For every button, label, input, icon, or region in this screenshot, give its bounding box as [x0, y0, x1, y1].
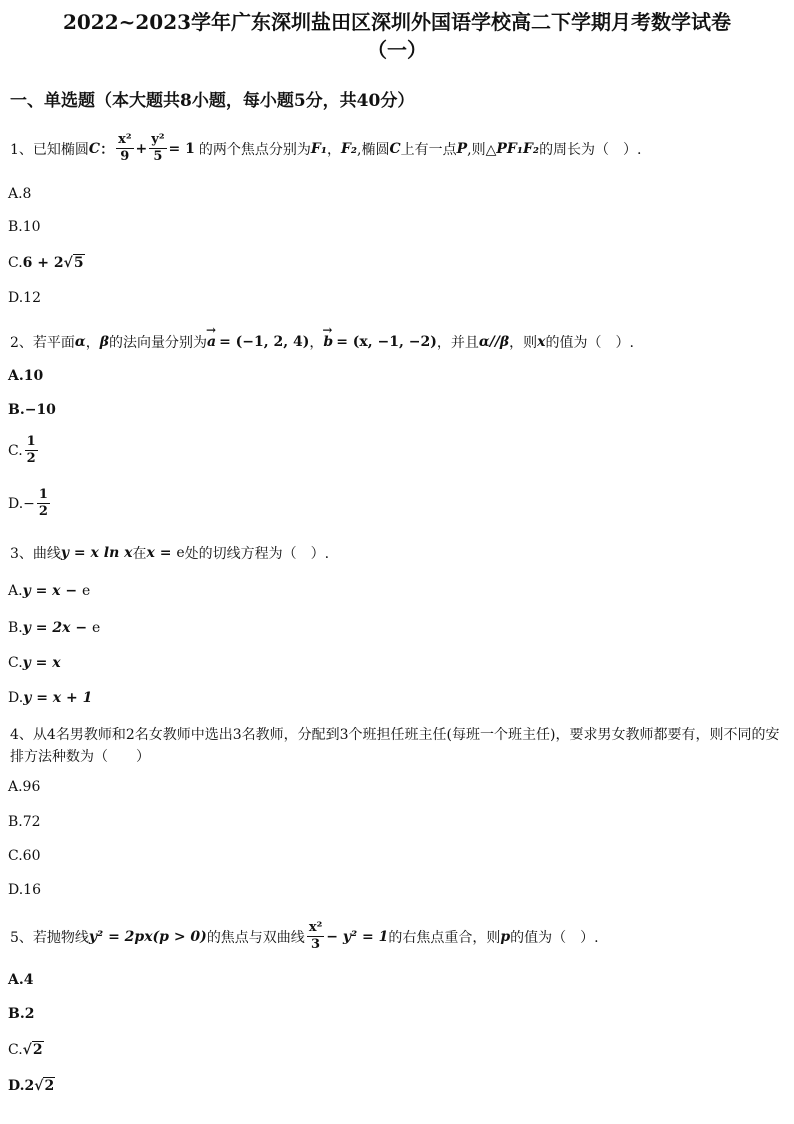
option-label: D.−: [8, 495, 35, 512]
math-constant: e: [82, 583, 91, 599]
option-label: C.: [8, 655, 23, 671]
vector-b: → b: [323, 334, 333, 350]
option-text: B.2: [8, 1006, 35, 1022]
option-c[interactable]: [8, 1042, 44, 1058]
option-d[interactable]: [8, 487, 52, 520]
option-label: D.: [8, 690, 24, 706]
option-label: B.: [8, 620, 23, 636]
stem-text: 的焦点与双曲线: [206, 929, 305, 946]
stem-text: 曲线: [32, 546, 61, 562]
option-c[interactable]: [8, 434, 40, 467]
fraction-denominator: 5: [153, 149, 163, 164]
math-colon: ：: [100, 141, 115, 158]
math-expression: − y² = 1: [326, 928, 389, 945]
stem-text: 若平面: [32, 335, 75, 351]
math-symbol: F₂: [340, 140, 358, 157]
sqrt-expression: √2: [22, 1042, 43, 1058]
sqrt-expression: √2: [34, 1078, 55, 1094]
fraction-denominator: 2: [38, 504, 48, 519]
title-line-1: 2022~2023学年广东深圳盐田区深圳外国语学校高二下学期月考数学试卷: [62, 10, 732, 34]
option-math: y = x −: [22, 583, 83, 599]
option-b[interactable]: B.10: [8, 219, 41, 235]
option-b[interactable]: [8, 1006, 34, 1022]
option-math: 6 + 2: [22, 255, 64, 271]
option-text: A.4: [8, 972, 34, 988]
math-constant: e: [176, 545, 185, 561]
option-b[interactable]: B.72: [8, 814, 41, 830]
math-expression: y² = 2px(p > 0): [88, 928, 207, 945]
option-label: C.: [8, 1042, 23, 1058]
math-symbol: β: [99, 334, 109, 350]
option-math: y = x + 1: [23, 690, 93, 706]
math-symbol: F₁: [310, 140, 327, 157]
stem-text: ，则: [509, 335, 538, 351]
math-symbol: P: [456, 140, 468, 157]
stem-text: 若抛物线: [32, 929, 89, 946]
option-label: D.2: [8, 1078, 35, 1094]
math-symbol: C: [88, 140, 101, 157]
question-2-stem: [10, 332, 634, 352]
radicand: 5: [73, 255, 84, 271]
stem-text: 上有一点: [400, 141, 457, 158]
option-math: y = x: [22, 655, 61, 671]
option-d[interactable]: D.16: [8, 882, 41, 898]
math-constant: e: [91, 620, 101, 636]
fraction-numerator: y²: [151, 132, 165, 147]
radicand: 2: [32, 1042, 43, 1058]
section-heading: 一、单选题（本大题共8小题，每小题5分，共40分）: [10, 91, 415, 111]
stem-text: ,则△: [467, 141, 497, 158]
stem-text: 的两个焦点分别为: [198, 141, 311, 158]
fraction-denominator: 9: [120, 149, 130, 164]
option-label: C.: [8, 442, 23, 459]
option-b[interactable]: [8, 620, 100, 636]
math-operator: +: [135, 140, 148, 157]
math-symbol: p: [500, 928, 511, 945]
option-label: A.: [8, 583, 23, 599]
fraction-one-half: [37, 487, 50, 520]
fraction-denominator: 2: [26, 451, 36, 466]
math-equation: = (x, −1, −2): [336, 334, 437, 350]
stem-text: ，: [85, 335, 100, 351]
stem-text: ,椭圆: [357, 141, 390, 158]
option-a[interactable]: [8, 972, 33, 988]
fraction-x2-over-9: [116, 132, 133, 165]
option-d[interactable]: [8, 690, 92, 706]
option-text: A.10: [8, 368, 44, 384]
option-d[interactable]: [8, 1078, 55, 1094]
stem-text: ，: [309, 335, 324, 351]
option-a[interactable]: A.8: [8, 186, 32, 202]
fraction-one-half: [25, 434, 38, 467]
fraction-denominator: 3: [311, 937, 321, 952]
question-number: 2、: [10, 335, 33, 351]
math-symbol: x: [537, 334, 546, 350]
math-symbol: PF₁F₂: [496, 140, 540, 157]
title-line-2: （一）: [367, 38, 427, 62]
stem-text: 的法向量分别为: [109, 335, 207, 351]
option-b[interactable]: [8, 402, 56, 418]
radicand: 2: [44, 1078, 55, 1094]
option-label: C.: [8, 255, 23, 271]
option-a[interactable]: [8, 368, 43, 384]
stem-text: 处的切线方程为（ ）.: [184, 546, 330, 562]
math-symbol: C: [389, 140, 401, 157]
fraction-numerator: 1: [38, 487, 48, 502]
fraction-x2-over-3: [307, 920, 324, 953]
option-a[interactable]: A.96: [8, 779, 41, 795]
vector-a: → a: [207, 334, 216, 350]
fraction-numerator: x²: [118, 132, 132, 147]
math-expression: y = x ln x: [60, 545, 133, 561]
fraction-y2-over-5: [149, 132, 166, 165]
question-number: 3、: [10, 546, 33, 562]
stem-text: 的右焦点重合，则: [388, 929, 501, 946]
question-3-stem: [10, 543, 329, 563]
fraction-numerator: 1: [26, 434, 36, 449]
option-text: B.−10: [8, 402, 56, 418]
question-number: 1、: [10, 141, 33, 158]
option-a[interactable]: [8, 583, 90, 599]
question-4-stem: 4、从4名男教师和2名女教师中选出3名教师，分配到3个班担任班主任(每班一个班主任)，要求男女教师都要有，则不同的安排方法种数为（ ）: [10, 727, 780, 765]
question-5-stem: [10, 920, 599, 953]
document-title: [0, 8, 794, 64]
option-math: y = 2x −: [22, 620, 92, 636]
question-number: 5、: [10, 929, 33, 946]
question-1-stem: [10, 132, 642, 165]
option-d[interactable]: D.12: [8, 290, 41, 306]
math-expression: x =: [146, 545, 177, 561]
stem-text: ，: [326, 141, 341, 158]
sqrt-expression: √5: [63, 255, 84, 271]
option-c[interactable]: C.60: [8, 848, 41, 864]
fraction-numerator: x²: [308, 920, 323, 935]
stem-text: 的周长为（ ）.: [539, 141, 642, 158]
stem-text: 的值为（ ）.: [545, 335, 634, 351]
stem-text: 已知椭圆: [32, 141, 89, 158]
stem-text: ，并且: [436, 335, 479, 351]
math-equation: = 1: [168, 140, 195, 157]
stem-text: 在: [132, 546, 147, 562]
math-symbol: α//β: [478, 334, 510, 350]
math-equation: = (−1, 2, 4): [219, 334, 310, 350]
stem-text: 的值为（ ）.: [510, 929, 599, 946]
option-c[interactable]: [8, 255, 85, 271]
math-symbol: α: [74, 334, 86, 350]
option-c[interactable]: [8, 655, 61, 671]
